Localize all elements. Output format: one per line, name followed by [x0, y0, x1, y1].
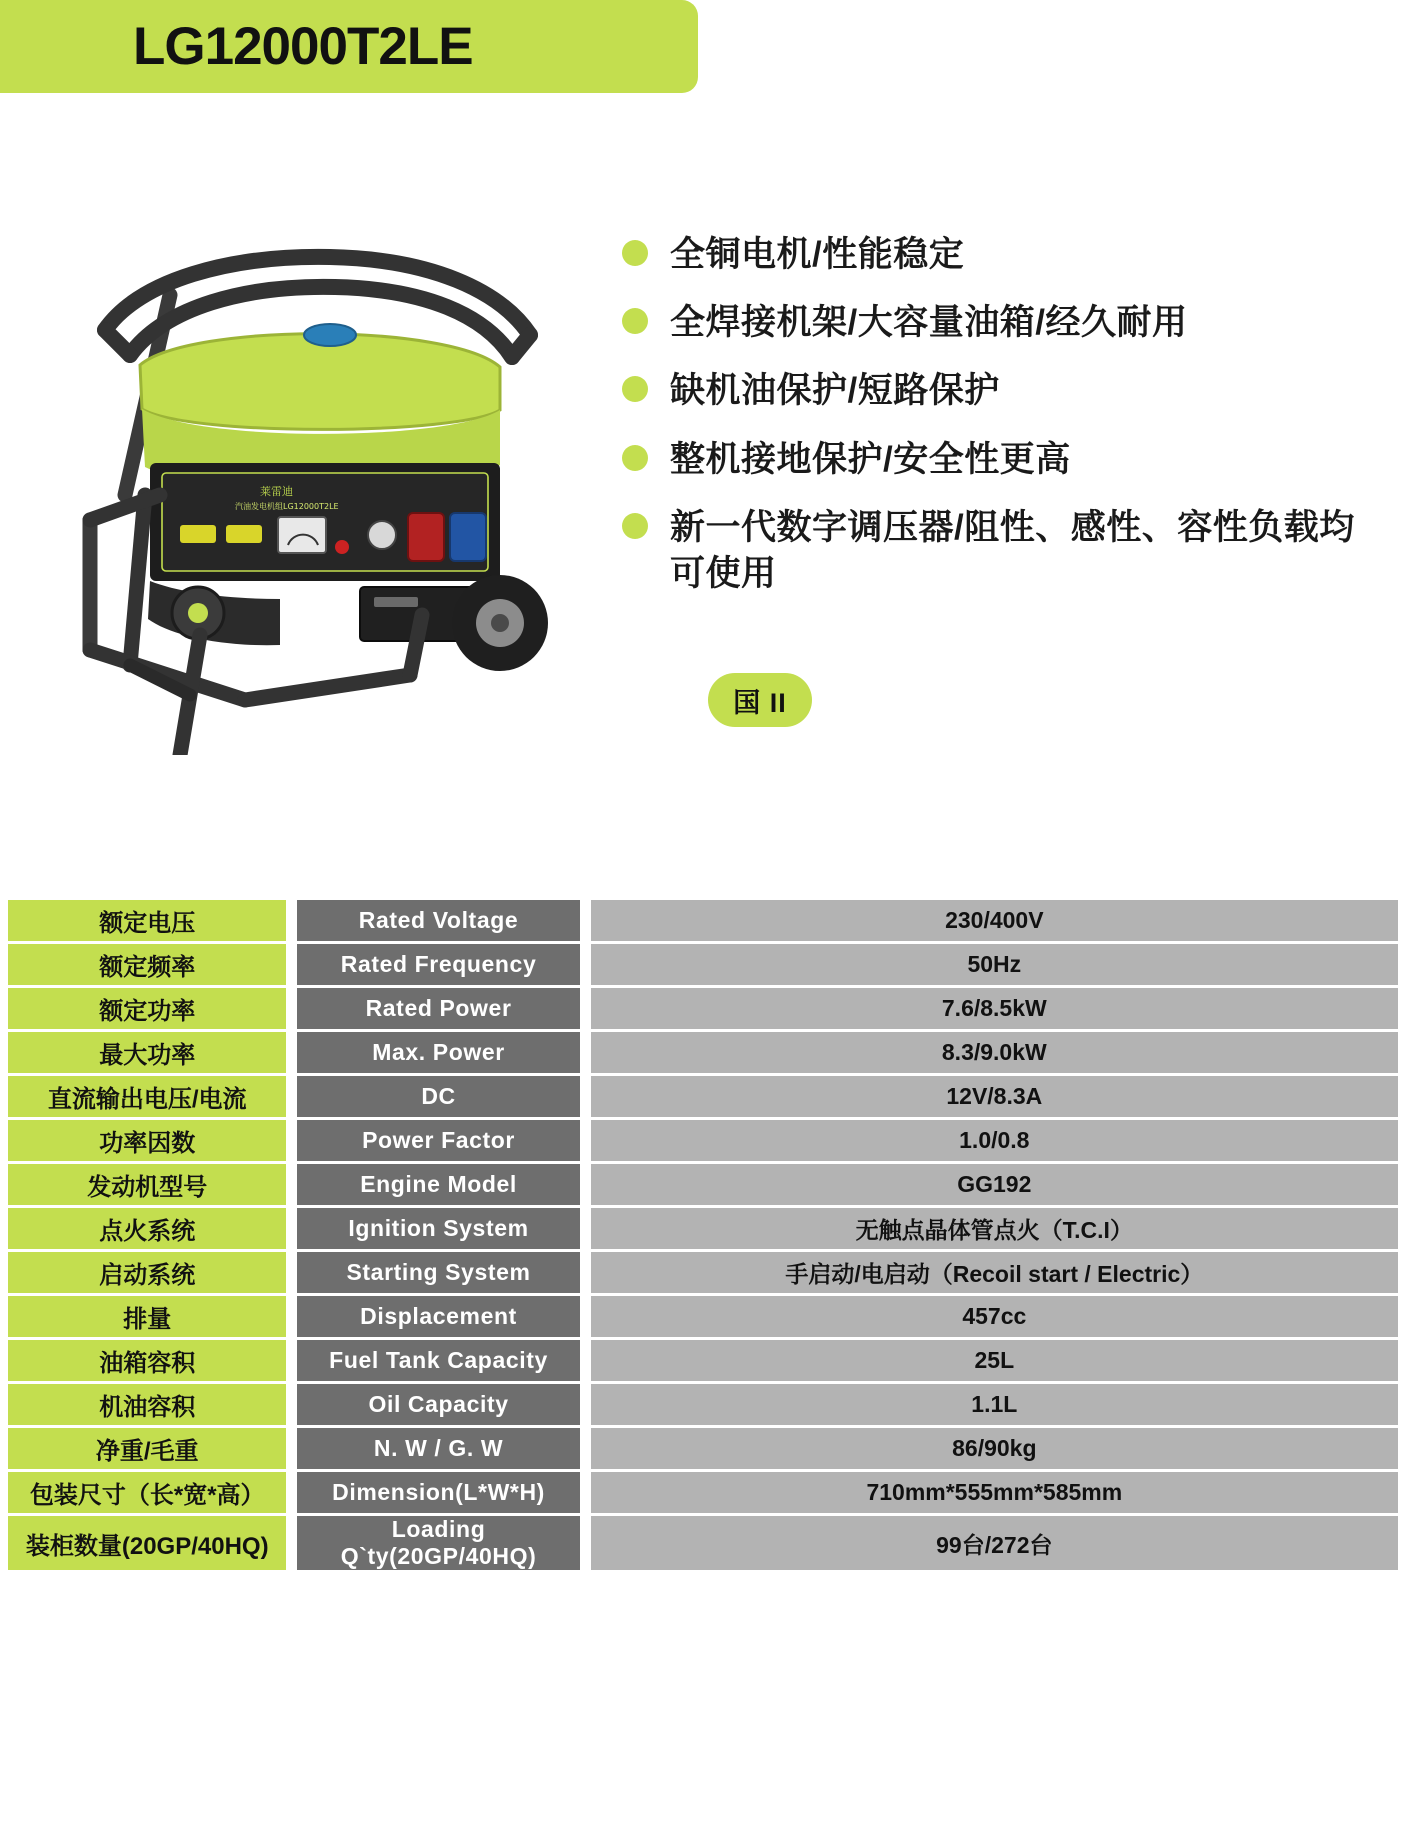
cell-gap — [580, 1120, 591, 1161]
cell-gap — [580, 1208, 591, 1249]
cell-gap — [286, 900, 297, 941]
feature-label: 新一代数字调压器/阻性、感性、容性负载均可使用 — [670, 507, 1355, 593]
spec-name-en: Rated Voltage — [297, 900, 580, 941]
cell-gap — [580, 1296, 591, 1337]
table-row — [8, 1252, 1398, 1293]
spec-value: 25L — [591, 1340, 1398, 1381]
spec-name-cn: 功率因数 — [8, 1120, 286, 1161]
feature-list — [622, 232, 1382, 619]
bullet-icon — [622, 376, 648, 402]
spec-value: 710mm*555mm*585mm — [591, 1472, 1398, 1513]
cell-gap — [286, 988, 297, 1029]
spec-name-cn: 发动机型号 — [8, 1164, 286, 1205]
feature-label: 缺机油保护/短路保护 — [670, 371, 1000, 411]
table-row — [8, 944, 1398, 985]
table-row — [8, 1384, 1398, 1425]
spec-name-en: Fuel Tank Capacity — [297, 1340, 580, 1381]
cell-gap — [580, 900, 591, 941]
spec-value: 230/400V — [591, 900, 1398, 941]
spec-name-en: DC — [297, 1076, 580, 1117]
cell-gap — [580, 1384, 591, 1425]
table-row — [8, 1032, 1398, 1073]
cell-gap — [286, 944, 297, 985]
cell-gap — [286, 1428, 297, 1469]
svg-text:汽油发电机组LG12000T2LE: 汽油发电机组LG12000T2LE — [235, 502, 339, 511]
cell-gap — [580, 1428, 591, 1469]
table-row — [8, 900, 1398, 941]
table-row — [8, 1120, 1398, 1161]
cell-gap — [286, 1472, 297, 1513]
spec-value: 无触点晶体管点火（T.C.I） — [591, 1208, 1398, 1249]
page-title: LG12000T2LE — [133, 17, 473, 76]
list-item — [622, 368, 1382, 414]
cell-gap — [286, 1032, 297, 1073]
table-row — [8, 988, 1398, 1029]
spec-name-cn: 启动系统 — [8, 1252, 286, 1293]
feature-label: 整机接地保护/安全性更高 — [670, 439, 1071, 479]
feature-label: 全焊接机架/大容量油箱/经久耐用 — [670, 303, 1188, 343]
spec-name-cn: 直流输出电压/电流 — [8, 1076, 286, 1117]
title-banner — [0, 0, 698, 93]
cell-gap — [580, 1516, 591, 1570]
spec-name-en: Ignition System — [297, 1208, 580, 1249]
spec-name-cn: 包装尺寸（长*宽*高） — [8, 1472, 286, 1513]
spec-name-cn: 点火系统 — [8, 1208, 286, 1249]
list-item — [622, 300, 1382, 346]
list-item — [622, 232, 1382, 278]
cell-gap — [580, 944, 591, 985]
spec-name-en: Engine Model — [297, 1164, 580, 1205]
spec-name-cn: 额定功率 — [8, 988, 286, 1029]
spec-name-cn: 最大功率 — [8, 1032, 286, 1073]
cell-gap — [286, 1296, 297, 1337]
table-row — [8, 1340, 1398, 1381]
product-image — [30, 195, 610, 755]
spec-name-en: Rated Frequency — [297, 944, 580, 985]
feature-label: 全铜电机/性能稳定 — [670, 235, 965, 274]
spec-value: 8.3/9.0kW — [591, 1032, 1398, 1073]
table-row — [8, 1076, 1398, 1117]
status-badge: 国 II — [708, 673, 812, 727]
spec-name-cn: 额定频率 — [8, 944, 286, 985]
spec-name-en: Max. Power — [297, 1032, 580, 1073]
cell-gap — [286, 1164, 297, 1205]
spec-value: 12V/8.3A — [591, 1076, 1398, 1117]
cell-gap — [580, 1164, 591, 1205]
spec-value: 86/90kg — [591, 1428, 1398, 1469]
table-row — [8, 1296, 1398, 1337]
spec-name-en: Rated Power — [297, 988, 580, 1029]
list-item — [622, 505, 1382, 597]
brand-mark: 莱雷迪 — [260, 485, 293, 498]
spec-value: 7.6/8.5kW — [591, 988, 1398, 1029]
bullet-icon — [622, 308, 648, 334]
spec-name-en: N. W / G. W — [297, 1428, 580, 1469]
spec-name-en: Dimension(L*W*H) — [297, 1472, 580, 1513]
spec-name-en: Displacement — [297, 1296, 580, 1337]
spec-name-cn: 装柜数量(20GP/40HQ) — [8, 1516, 286, 1570]
cell-gap — [580, 988, 591, 1029]
cell-gap — [580, 1252, 591, 1293]
bullet-icon — [622, 240, 648, 266]
spec-name-en: Starting System — [297, 1252, 580, 1293]
cell-gap — [286, 1120, 297, 1161]
cell-gap — [286, 1208, 297, 1249]
table-row — [8, 1164, 1398, 1205]
cell-gap — [580, 1472, 591, 1513]
spec-value: 1.1L — [591, 1384, 1398, 1425]
cell-gap — [286, 1340, 297, 1381]
table-row — [8, 1208, 1398, 1249]
generator-illustration — [30, 195, 610, 755]
spec-value: 50Hz — [591, 944, 1398, 985]
cell-gap — [580, 1076, 591, 1117]
bullet-icon — [622, 513, 648, 539]
spec-name-cn: 净重/毛重 — [8, 1428, 286, 1469]
spec-table — [8, 897, 1398, 1573]
spec-name-en: Loading Q`ty(20GP/40HQ) — [297, 1516, 580, 1570]
bullet-icon — [622, 445, 648, 471]
spec-name-en: Oil Capacity — [297, 1384, 580, 1425]
spec-name-cn: 额定电压 — [8, 900, 286, 941]
table-row — [8, 1428, 1398, 1469]
cell-gap — [286, 1516, 297, 1570]
cell-gap — [580, 1340, 591, 1381]
spec-name-cn: 排量 — [8, 1296, 286, 1337]
spec-value: 1.0/0.8 — [591, 1120, 1398, 1161]
list-item — [622, 437, 1382, 483]
spec-value: 手启动/电启动（Recoil start / Electric） — [591, 1252, 1398, 1293]
spec-name-cn: 油箱容积 — [8, 1340, 286, 1381]
spec-value: 99台/272台 — [591, 1516, 1398, 1570]
cell-gap — [286, 1076, 297, 1117]
cell-gap — [286, 1252, 297, 1293]
spec-value: GG192 — [591, 1164, 1398, 1205]
cell-gap — [286, 1384, 297, 1425]
spec-value: 457cc — [591, 1296, 1398, 1337]
spec-name-en: Power Factor — [297, 1120, 580, 1161]
table-row — [8, 1516, 1398, 1570]
spec-name-cn: 机油容积 — [8, 1384, 286, 1425]
cell-gap — [580, 1032, 591, 1073]
table-row — [8, 1472, 1398, 1513]
